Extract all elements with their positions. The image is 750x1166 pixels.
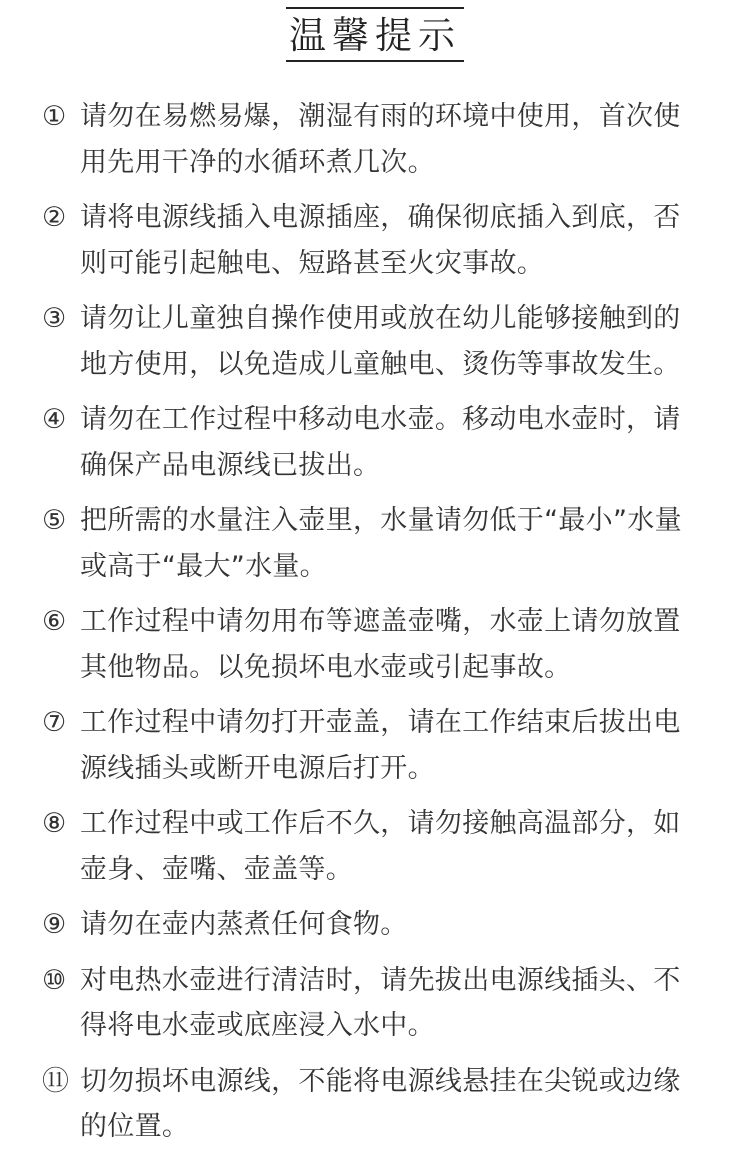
list-item xyxy=(42,397,702,488)
page-title: 温馨提示 xyxy=(286,7,464,62)
item-number: ⑩ xyxy=(42,964,67,996)
list-item xyxy=(42,498,702,589)
item-number: ⑨ xyxy=(42,909,67,940)
item-number: ④ xyxy=(42,404,67,435)
item-text: 对电热水壶进行清洁时，请先拔出电源线插头、不得将电水壶或底座浸入水中。 xyxy=(80,964,681,1041)
list-item xyxy=(42,195,702,286)
item-text: 把所需的水量注入壶里，水量请勿低于“最小”水量或高于“最大”水量。 xyxy=(80,505,682,582)
item-text: 请将电源线插入电源插座，确保彻底插入到底，否则可能引起触电、短路甚至火灾事故。 xyxy=(80,202,681,279)
list-item xyxy=(42,599,702,690)
item-number: ⑦ xyxy=(42,707,67,738)
list-item xyxy=(42,700,702,791)
item-text: 请勿在工作过程中移动电水壶。移动电水壶时，请确保产品电源线已拔出。 xyxy=(80,404,681,481)
tips-list xyxy=(42,94,702,1160)
list-item xyxy=(42,801,702,892)
list-item xyxy=(42,296,702,387)
item-number: ② xyxy=(42,202,67,233)
item-number: ⑥ xyxy=(42,606,67,637)
list-item xyxy=(42,902,702,948)
list-item xyxy=(42,94,702,185)
item-text: 切勿损坏电源线，不能将电源线悬挂在尖锐或边缘的位置。 xyxy=(80,1065,681,1142)
item-text: 工作过程中或工作后不久，请勿接触高温部分，如壶身、壶嘴、壶盖等。 xyxy=(80,808,681,885)
item-text: 工作过程中请勿打开壶盖，请在工作结束后拔出电源线插头或断开电源后打开。 xyxy=(80,707,681,784)
item-text: 工作过程中请勿用布等遮盖壶嘴，水壶上请勿放置其他物品。以免损坏电水壶或引起事故。 xyxy=(80,606,681,683)
title-area xyxy=(0,0,750,62)
item-number: ⑧ xyxy=(42,808,67,839)
list-item xyxy=(42,1059,702,1150)
item-text: 请勿在壶内蒸煮任何食物。 xyxy=(80,909,408,940)
item-text: 请勿让儿童独自操作使用或放在幼儿能够接触到的地方使用，以免造成儿童触电、烫伤等事故发生。 xyxy=(80,303,681,380)
item-number: ⑪ xyxy=(42,1065,69,1097)
item-text: 请勿在易燃易爆，潮湿有雨的环境中使用，首次使用先用干净的水循环煮几次。 xyxy=(80,101,681,178)
list-item xyxy=(42,958,702,1049)
item-number: ① xyxy=(42,101,67,132)
item-number: ③ xyxy=(42,303,67,334)
item-number: ⑤ xyxy=(42,505,67,536)
